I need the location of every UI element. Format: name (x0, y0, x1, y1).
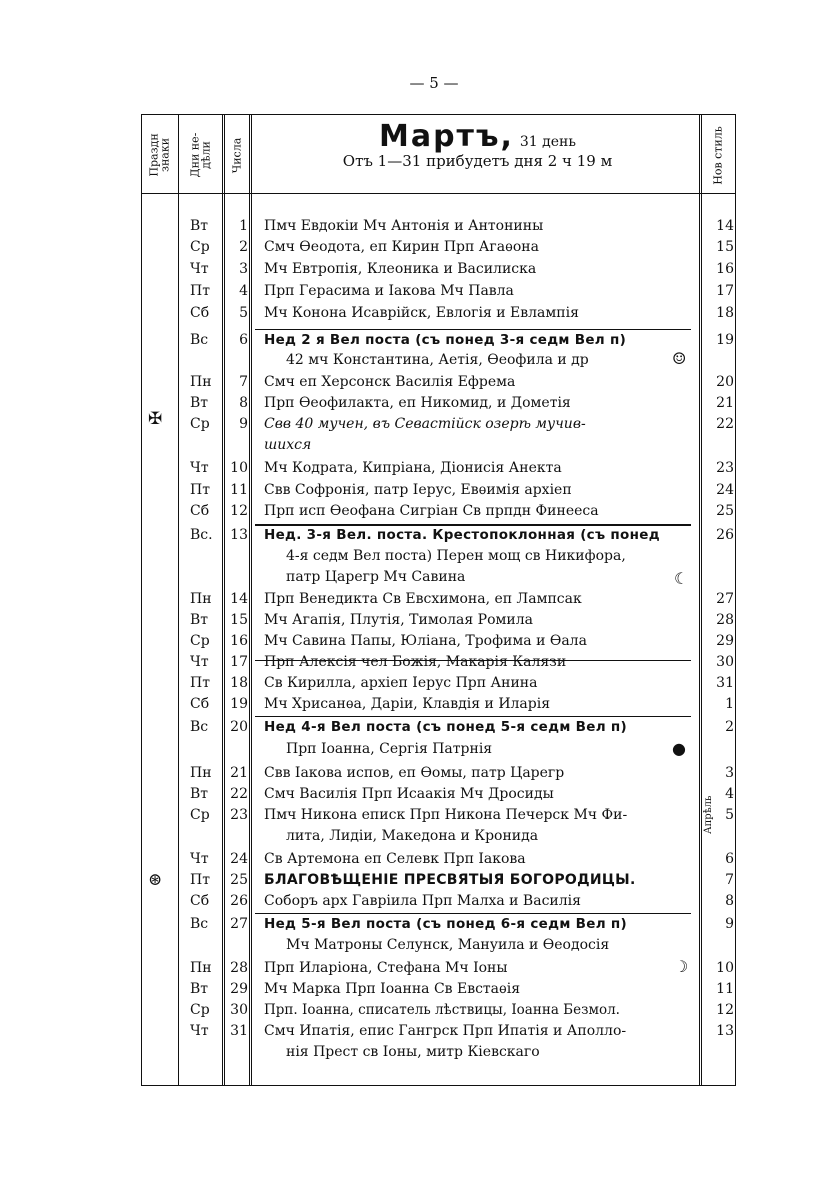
new-style-date: 12 (716, 1002, 734, 1018)
weekday: Пт (190, 872, 210, 888)
weekday: Ср (190, 807, 210, 823)
new-style-date: 14 (716, 218, 734, 234)
day-number: 8 (239, 395, 248, 411)
saints-text: Свв 40 мучен, въ Севастiйск озерѣ мучив- (264, 416, 586, 432)
weekday: Пн (190, 765, 212, 781)
month-title (260, 119, 695, 170)
weekday: Сб (190, 696, 210, 712)
day-number: 12 (230, 503, 248, 519)
weekday: Вс (190, 332, 209, 348)
col-divider (699, 115, 702, 1085)
weekday: Вт (190, 218, 209, 234)
day-number: 17 (230, 654, 248, 670)
new-style-date: 6 (725, 851, 734, 867)
day-number: 2 (239, 239, 248, 255)
day-number: 24 (230, 851, 248, 867)
april-label: Апрѣль (703, 795, 714, 834)
day-number: 3 (239, 261, 248, 277)
day-number: 6 (239, 332, 248, 348)
new-style-date: 11 (716, 981, 734, 997)
daylight-note: Отъ 1—31 прибудетъ дня 2 ч 19 м (342, 152, 613, 170)
new-style-date: 18 (716, 305, 734, 321)
saints-text-cont: 42 мч Константина, Аетiя, Ѳеофила и др (286, 352, 589, 368)
weekday: Вт (190, 786, 209, 802)
month-days: 31 день (519, 134, 577, 150)
day-number: 29 (230, 981, 248, 997)
saints-text: Пмч Евдокiи Мч Антонiя и Антонины (264, 218, 544, 234)
new-style-date: 1 (725, 696, 734, 712)
saints-text: Прп исп Ѳеофана Сигрiан Св прпдн Финееса (264, 503, 599, 519)
new-style-date: 27 (716, 591, 734, 607)
day-number: 26 (230, 893, 248, 909)
day-number: 30 (230, 1002, 248, 1018)
new-style-date: 5 (725, 807, 734, 823)
weekday: Пн (190, 960, 212, 976)
weekday: Пт (190, 283, 210, 299)
col-divider (178, 115, 179, 1085)
new-style-date: 29 (716, 633, 734, 649)
new-style-date: 20 (716, 374, 734, 390)
saints-text: Св Артемона еп Селевк Прп Іакова (264, 851, 526, 867)
new-style-date: 24 (716, 482, 734, 498)
new-style-date: 16 (716, 261, 734, 277)
new-style-date: 15 (716, 239, 734, 255)
saints-text: Смч еп Херсонск Василiя Ефрема (264, 374, 516, 390)
weekday: Вс. (190, 527, 213, 543)
new-style-date: 8 (725, 893, 734, 909)
weekday: Сб (190, 305, 210, 321)
day-number: 27 (230, 916, 248, 932)
day-number: 5 (239, 305, 248, 321)
new-style-date: 23 (716, 460, 734, 476)
header-divider (142, 193, 735, 194)
day-number: 28 (230, 960, 248, 976)
weekday: Вт (190, 981, 209, 997)
weekday: Чт (190, 851, 209, 867)
weekday: Сб (190, 893, 210, 909)
saints-text: Св Кирилла, архiеп Iерус Прп Анина (264, 675, 538, 691)
saints-text: Нед 2 я Вел поста (съ понед 3-я седм Вел п) (264, 332, 627, 348)
weekday: Ср (190, 239, 210, 255)
weekday: Ср (190, 1002, 210, 1018)
weekday: Вс (190, 916, 209, 932)
new-style-date: 30 (716, 654, 734, 670)
saints-text-cont: шихся (264, 437, 312, 453)
new-style-date: 13 (716, 1023, 734, 1039)
saints-text-cont: 4-я седм Вел поста) Перен мощ св Никифора, (286, 548, 626, 564)
new-style-date: 2 (725, 719, 734, 735)
saints-text: Соборъ арх Гаврiила Прп Малха и Василiя (264, 893, 581, 909)
col-header-dates: Числа (230, 137, 244, 173)
weekday: Ср (190, 633, 210, 649)
weekday: Вт (190, 612, 209, 628)
new-style-date: 10 (716, 960, 734, 976)
new-style-date: 9 (725, 916, 734, 932)
day-number: 4 (239, 283, 248, 299)
saints-text: Смч Ѳеодота, еп Кирин Прп Агаѳона (264, 239, 539, 255)
day-number: 31 (230, 1023, 248, 1039)
day-number: 22 (230, 786, 248, 802)
saints-text: Прп. Iоанна, списатель лѣствицы, Iоанна Безмол. (264, 1002, 620, 1018)
col-header-new-style: Нов стиль (711, 125, 725, 185)
saints-text: Мч Марка Прп Iоанна Св Евстаѳiя (264, 981, 521, 997)
saints-text: Пмч Никона епиcк Прп Никона Печерск Мч Фи- (264, 807, 628, 823)
weekday: Сб (190, 503, 210, 519)
saints-text-cont: Мч Матроны Селунск, Мануила и Ѳеодосiя (286, 937, 610, 953)
new-style-date: 4 (725, 786, 734, 802)
day-number: 14 (230, 591, 248, 607)
weekday: Пн (190, 374, 212, 390)
saints-text: БЛАГОВѢЩЕНІЕ ПРЕСВЯТЫЯ БОГОРОДИЦЫ. (264, 872, 636, 888)
full-moon-icon: ☺ (672, 349, 687, 368)
day-number: 19 (230, 696, 248, 712)
feast-great-icon: ⊛ (148, 870, 163, 890)
day-number: 16 (230, 633, 248, 649)
new-style-date: 21 (716, 395, 734, 411)
day-number: 23 (230, 807, 248, 823)
saints-text: Смч Василiя Прп Исаакiя Мч Дросиды (264, 786, 554, 802)
weekday: Пн (190, 591, 212, 607)
weekday: Вс (190, 719, 209, 735)
saints-text-cont: нiя Прест св Iоны, митр Кiевскаго (286, 1044, 540, 1060)
new-style-date: 19 (716, 332, 734, 348)
weekday: Чт (190, 654, 209, 670)
new-style-date: 22 (716, 416, 734, 432)
last-quarter-moon-icon: ☾ (674, 569, 689, 588)
saints-text: Мч Савина Папы, Юлiана, Трофима и Ѳала (264, 633, 587, 649)
feast-cross-icon: ✠ (148, 409, 163, 429)
saints-text: Прп Ѳеофилакта, еп Никомид, и Дометiя (264, 395, 571, 411)
day-number: 10 (230, 460, 248, 476)
new-style-date: 31 (716, 675, 734, 691)
page-number: — 5 — (409, 74, 459, 92)
saints-text: Нед 5-я Вел поста (съ понед 6-я седм Вел п) (264, 916, 627, 932)
day-number: 13 (230, 527, 248, 543)
saints-text: Мч Конона Исаврiйск, Евлогiя и Евлампiя (264, 305, 579, 321)
weekday: Вт (190, 395, 209, 411)
new-style-date: 26 (716, 527, 734, 543)
first-quarter-moon-icon: ☽ (674, 957, 689, 976)
week-box (255, 524, 691, 526)
calendar-table (141, 114, 736, 1086)
weekday: Ср (190, 416, 210, 432)
day-number: 18 (230, 675, 248, 691)
new-moon-icon: ● (672, 739, 686, 758)
saints-text: Нед 4-я Вел поста (съ понед 5-я седм Вел п) (264, 719, 627, 735)
day-number: 20 (230, 719, 248, 735)
col-header-weekdays: Дни не- дѣли (188, 132, 213, 178)
saints-text: Мч Агапiя, Плутiя, Тимолая Ромила (264, 612, 533, 628)
weekday: Чт (190, 460, 209, 476)
new-style-date: 25 (716, 503, 734, 519)
saints-text: Прп Герасима и Іакова Мч Павла (264, 283, 514, 299)
saints-text: Прп Алексiя чел Божiя, Макарiя Калязи (264, 654, 567, 670)
saints-text: Свв Софронiя, патр Iерус, Евѳимiя архiеп (264, 482, 572, 498)
saints-text: Мч Кодрата, Кипрiана, Дiонисiя Анекта (264, 460, 562, 476)
saints-text-cont: патр Цaрегр Мч Савина (286, 569, 466, 585)
new-style-date: 7 (725, 872, 734, 888)
new-style-date: 17 (716, 283, 734, 299)
saints-text: Свв Іакова испов, еп Ѳомы, патр Царегр (264, 765, 565, 781)
col-header-feasts: Праздн знаки (148, 133, 173, 177)
day-number: 11 (230, 482, 248, 498)
weekday: Чт (190, 1023, 209, 1039)
saints-text: Прп Иларiона, Стефана Мч Iоны (264, 960, 508, 976)
day-number: 21 (230, 765, 248, 781)
new-style-date: 3 (725, 765, 734, 781)
saints-text: Нед. 3-я Вел. поста. Крестопоклонная (съ понед (264, 527, 660, 543)
saints-text-cont: Прп Iоанна, Сергiя Патрнiя (286, 741, 493, 757)
weekday: Пт (190, 482, 210, 498)
new-style-date: 28 (716, 612, 734, 628)
day-number: 9 (239, 416, 248, 432)
month-name: Мартъ, (378, 119, 514, 154)
saints-text: Мч Хрисанѳа, Дарiи, Клавдiя и Иларiя (264, 696, 551, 712)
weekday: Пт (190, 675, 210, 691)
day-number: 7 (239, 374, 248, 390)
saints-text: Мч Евтропiя, Клеоника и Василиска (264, 261, 537, 277)
saints-text: Прп Венедикта Св Евсхимона, еп Лампсак (264, 591, 582, 607)
saints-text-cont: лита, Лидiи, Македона и Кронида (286, 828, 539, 844)
saints-text: Смч Ипатiя, епис Гангрск Прп Ипатiя и Аполло- (264, 1023, 627, 1039)
col-divider (249, 115, 252, 1085)
weekday: Чт (190, 261, 209, 277)
day-number: 1 (239, 218, 248, 234)
day-number: 15 (230, 612, 248, 628)
day-number: 25 (230, 872, 248, 888)
